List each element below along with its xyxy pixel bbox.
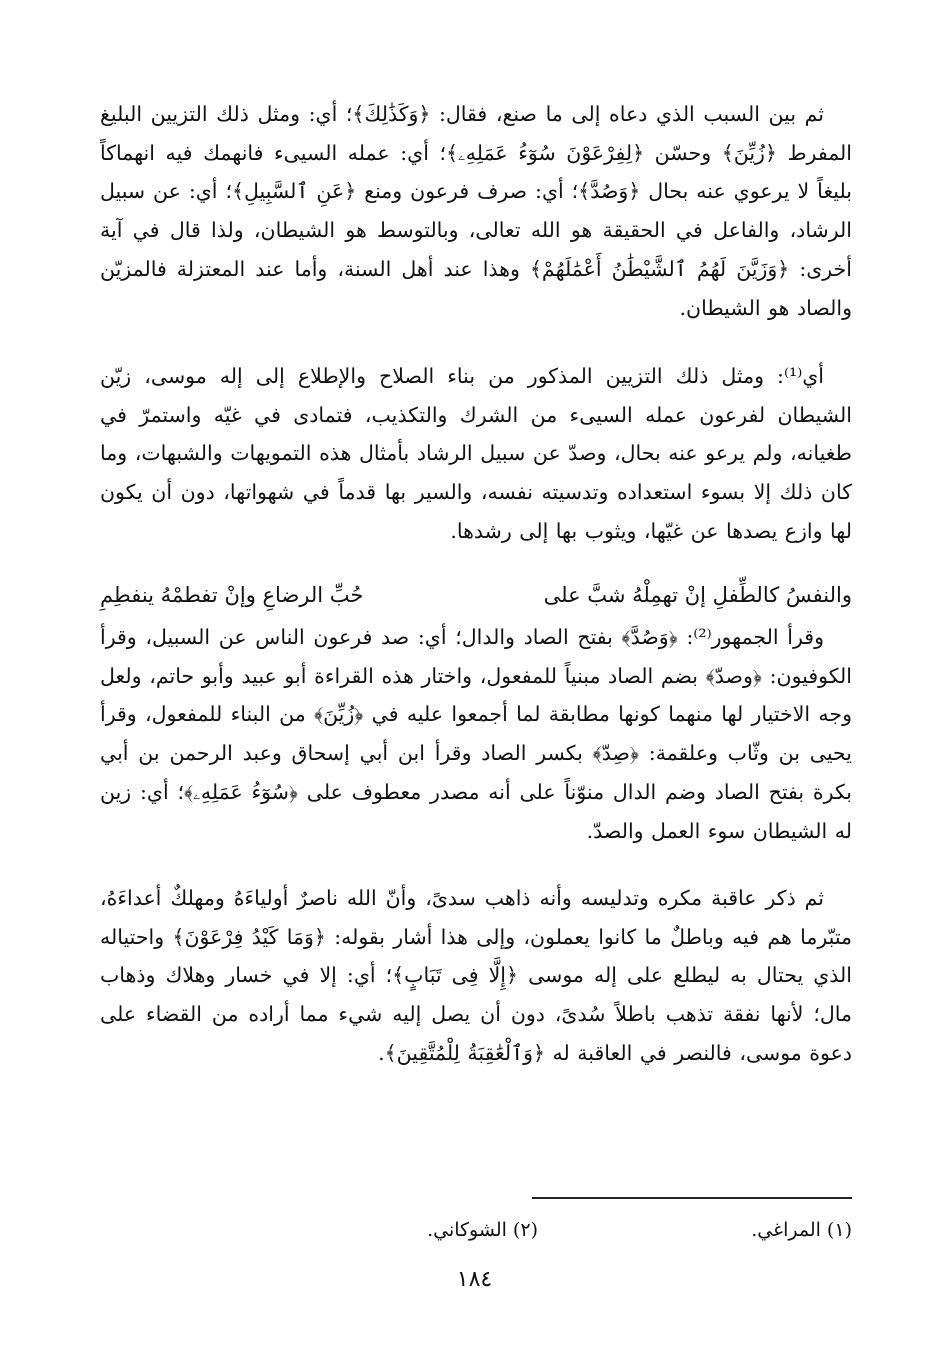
paragraph-1: ثم بين السبب الذي دعاه إلى ما صنع، فقال: ﴿وَكَذَٰلِكَ﴾؛ أي: ومثل ذلك التزيين البليغ المفرط ﴿زُيِّنَ﴾ وحسّن ﴿لِفِرْعَوْنَ سُوٓءُ عَمَلِهِۦ﴾؛ أي: عمله السيىء فانهمك فيه انهماكاً بليغاً لا يرعوي عنه بحال ﴿وَصُدَّ﴾؛ أي: صرف فرعون ومنع ﴿عَنِ ٱلسَّبِيلِ﴾؛ أي: عن سبيل الرشاد، والفاعل في الحقيقة هو الله تعالى، وبالتوسط هو الشيطان، ولذا قال في آية أخرى: ﴿وَزَيَّنَ لَهُمُ ٱلشَّيْطَٰنُ أَعْمَٰلَهُمْ﴾ وهذا عند أهل السنة، وأما عند المعتزلة فالمزيّن والصاد هو الشيطان. <box>100 102 852 320</box>
paragraph-4: ثم ذكر عاقبة مكره وتدليسه وأنه ذاهب سدىً، وأنّ الله ناصرٌ أولياءَهُ ومهلكٌ أعداءَهُ، متبّرما هم فيه وباطلٌ ما كانوا يعملون، وإلى هذا أشار بقوله: ﴿وَمَا كَيْدُ فِرْعَوْنَ﴾ واحتياله الذي يحتال به ليطلع على إله موسى ﴿إِلَّا فِى تَبَابٍ﴾؛ أي: إلا في خسار وهلاك وذهاب مال؛ لأنها نفقة تذهب باطلاً سُدىً، دون أن يصل إليه شيء مما أراده من القضاء على دعوة موسى، فالنصر في العاقبة له ﴿وَٱلْعَٰقِبَةُ لِلْمُتَّقِينَ﴾. <box>100 886 852 1065</box>
paragraph-3: وقرأ الجمهور⁽²⁾: ﴿وَصُدَّ﴾ بفتح الصاد والدال؛ أي: صد فرعون الناس عن السبيل، وقرأ الكوفيون: ﴿وصدّ﴾ بضم الصاد مبنياً للمفعول، واختار هذه القراءة أبو عبيد وأبو حاتم، ولعل وجه الاختيار لها منهما كونها مطابقة لما أجمعوا عليه في ﴿زُيِّنَ﴾ من البناء للمفعول، وقرأ يحيى بن وثّاب وعلقمة: ﴿صِدّ﴾ بكسر الصاد وقرأ ابن أبي إسحاق وعبد الرحمن بن أبي بكرة بفتح الصاد وضم الدال منوّناً على أنه مصدر معطوف على ﴿سُوٓءُ عَمَلِهِۦ﴾؛ أي: زين له الشيطان سوء العمل والصدّ. <box>100 625 852 843</box>
footnote-2: (٢) الشوكاني. <box>427 1219 538 1241</box>
paragraph-1-block <box>100 95 852 327</box>
poem-verse <box>100 576 852 614</box>
paragraph-4-block <box>100 879 852 1073</box>
footnote-separator <box>532 1197 852 1199</box>
footnotes <box>100 1212 852 1248</box>
page-number: ١٨٤ <box>456 1267 493 1292</box>
poem-second-hemistich: حُبِّ الرضاعِ وإنْ تفطمْهُ ينفطِمِ <box>100 583 364 607</box>
paragraph-3-block <box>100 618 852 850</box>
paragraph-2-block <box>100 357 852 551</box>
poem-first-hemistich: والنفسُ كالطِّفلِ إنْ تهمِلْهُ شبَّ على <box>543 583 852 607</box>
footnote-1: (١) المراغي. <box>751 1219 852 1241</box>
paragraph-2: أي⁽¹⁾: ومثل ذلك التزيين المذكور من بناء الصلاح والإطلاع إلى إله موسى، زيّن الشيطان لفرعون عمله السيىء من الشرك والتكذيب، فتمادى في غيّه واستمرّ في طغيانه، ولم يرعو عنه بحال، وصدّ عن سبيل الرشاد بأمثال هذه التمويهات والشبهات، وما كان ذلك إلا بسوء استعداده وتدسيته نفسه، والسير بها قدماً في شهواتها، دون أن يكون لها وازع يصدها عن غيّها، ويثوب بها إلى رشدها. <box>100 364 852 543</box>
